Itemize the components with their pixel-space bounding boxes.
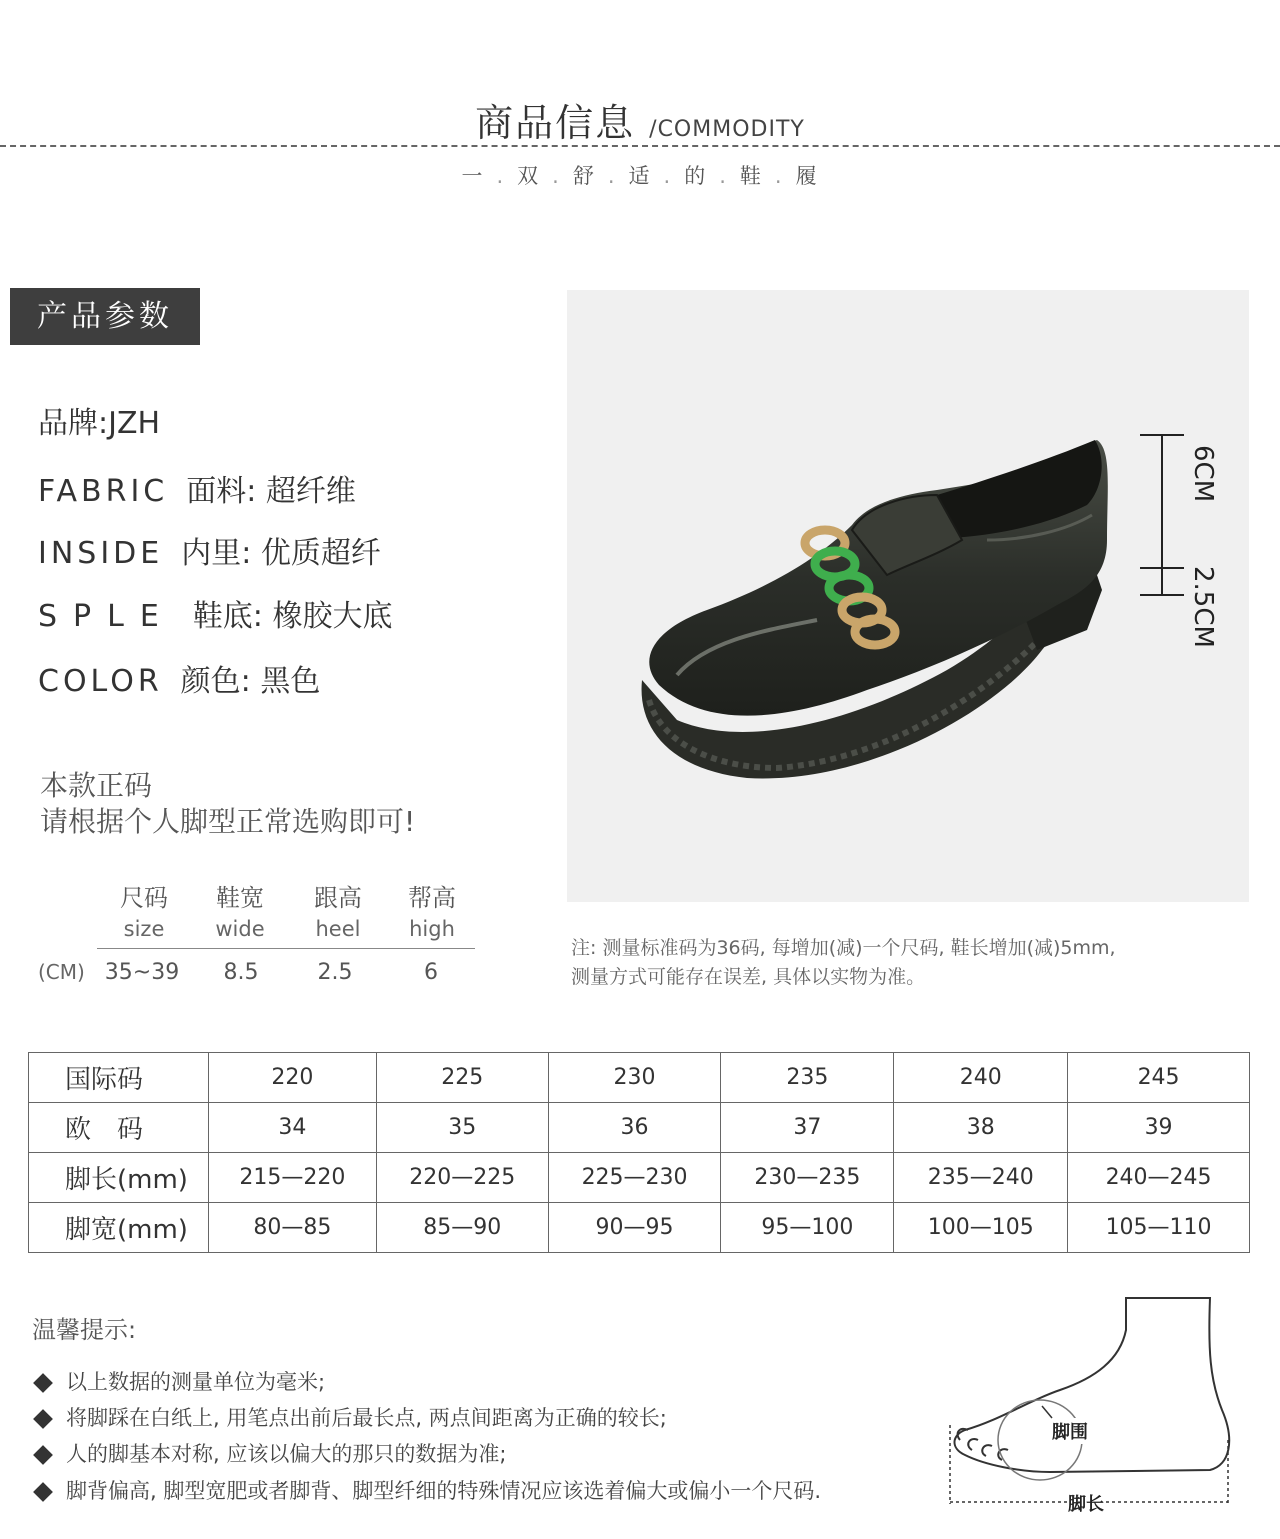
header-title-en: /COMMODITY	[649, 117, 805, 142]
table-cell: 230—235	[721, 1153, 894, 1203]
table-cell: 37	[721, 1103, 894, 1153]
table-cell: 220	[208, 1053, 376, 1103]
product-photo	[567, 290, 1249, 902]
spec-value-size: 35~39	[104, 960, 180, 985]
table-cell: 85—90	[376, 1203, 548, 1253]
diamond-bullet-icon	[33, 1409, 53, 1429]
param-fabric-cn: 面料: 超纤维	[186, 474, 356, 509]
param-fabric-en: FABRIC	[38, 474, 169, 509]
row-header: 脚宽(mm)	[29, 1203, 209, 1253]
foot-length-label: 脚长	[1068, 1490, 1104, 1516]
param-color-cn: 颜色: 黑色	[180, 664, 321, 699]
dimension-upper-label: 6CM	[1188, 445, 1218, 503]
table-cell: 36	[548, 1103, 721, 1153]
foot-diagram	[940, 1290, 1240, 1530]
tip-item: 将脚踩在白纸上, 用笔点出前后最长点, 两点间距离为正确的较长;	[30, 1402, 667, 1432]
table-cell: 230	[548, 1053, 721, 1103]
tips-title: 温馨提示:	[32, 1316, 137, 1344]
page-header	[0, 92, 1280, 147]
header-subtitle: 一 . 双 . 舒 . 适 . 的 . 鞋 . 履	[461, 164, 819, 188]
table-cell: 34	[208, 1103, 376, 1153]
table-cell: 220—225	[376, 1153, 548, 1203]
table-cell: 245	[1068, 1053, 1250, 1103]
table-cell: 90—95	[548, 1203, 721, 1253]
param-inside	[38, 528, 381, 572]
measure-note-line1: 注: 测量标准码为36码, 每增加(减)一个尺码, 鞋长增加(减)5mm,	[571, 937, 1116, 959]
subtitle-char: 适	[628, 164, 652, 188]
param-sole-cn: 鞋底: 橡胶大底	[192, 599, 393, 634]
table-cell: 95—100	[721, 1203, 894, 1253]
table-cell: 235	[721, 1053, 894, 1103]
table-cell: 100—105	[894, 1203, 1068, 1253]
param-color	[38, 656, 320, 700]
table-row	[29, 1053, 1250, 1103]
table-cell: 39	[1068, 1103, 1250, 1153]
table-cell: 35	[376, 1103, 548, 1153]
shoe-illustration	[567, 290, 1249, 902]
measure-note-line2: 测量方式可能存在误差, 具体以实物为准。	[571, 966, 926, 988]
size-table	[28, 1052, 1250, 1253]
table-cell: 235—240	[894, 1153, 1068, 1203]
header-title: 商品信息	[475, 101, 636, 145]
param-sole	[38, 591, 392, 635]
spec-value-heel: 2.5	[317, 960, 353, 985]
spec-header-wide: 鞋宽 wide	[215, 884, 265, 941]
fit-note-line2: 请根据个人脚型正常选购即可!	[40, 805, 416, 838]
dimension-lower-label: 2.5CM	[1188, 566, 1218, 648]
diamond-bullet-icon	[33, 1445, 53, 1465]
table-row	[29, 1203, 1250, 1253]
table-cell: 215—220	[208, 1153, 376, 1203]
table-row	[29, 1103, 1250, 1153]
spec-unit: (CM)	[38, 960, 85, 984]
param-color-en: COLOR	[38, 664, 163, 699]
subtitle-char: 双	[517, 164, 541, 188]
diamond-bullet-icon	[33, 1482, 53, 1502]
table-cell: 80—85	[208, 1203, 376, 1253]
param-sole-en: SPLE	[38, 599, 175, 634]
param-brand: 品牌:JZH	[38, 406, 161, 441]
param-fabric	[38, 466, 356, 510]
row-header: 欧 码	[29, 1103, 209, 1153]
subtitle-char: 一	[461, 164, 485, 188]
params-section-tag: 产品参数	[10, 288, 200, 345]
param-inside-cn: 内里: 优质超纤	[181, 536, 381, 571]
tip-item: 人的脚基本对称, 应该以偏大的那只的数据为准;	[30, 1438, 506, 1468]
table-row	[29, 1153, 1250, 1203]
spec-header-high: 帮高 high	[408, 884, 456, 941]
header-divider	[0, 145, 1280, 147]
table-cell: 38	[894, 1103, 1068, 1153]
diamond-bullet-icon	[33, 1373, 53, 1393]
row-header: 国际码	[29, 1053, 209, 1103]
subtitle-char: 履	[795, 164, 819, 188]
table-cell: 240—245	[1068, 1153, 1250, 1203]
spec-divider	[97, 948, 475, 949]
spec-value-high: 6	[424, 960, 438, 985]
subtitle-char: 鞋	[739, 164, 763, 188]
table-cell: 225	[376, 1053, 548, 1103]
spec-header-heel: 跟高 heel	[314, 884, 362, 941]
subtitle-char: 舒	[572, 164, 596, 188]
table-cell: 105—110	[1068, 1203, 1250, 1253]
spec-value-wide: 8.5	[223, 960, 259, 985]
fit-note-line1: 本款正码	[40, 769, 153, 802]
param-inside-en: INSIDE	[38, 536, 164, 571]
row-header: 脚长(mm)	[29, 1153, 209, 1203]
tip-item: 脚背偏高, 脚型宽肥或者脚背、脚型纤细的特殊情况应该选着偏大或偏小一个尺码.	[30, 1475, 821, 1505]
foot-girth-label: 脚围	[1052, 1418, 1088, 1444]
subtitle-char: 的	[684, 164, 708, 188]
tip-item: 以上数据的测量单位为毫米;	[30, 1366, 325, 1396]
spec-header-size: 尺码 size	[120, 884, 168, 941]
table-cell: 240	[894, 1053, 1068, 1103]
table-cell: 225—230	[548, 1153, 721, 1203]
